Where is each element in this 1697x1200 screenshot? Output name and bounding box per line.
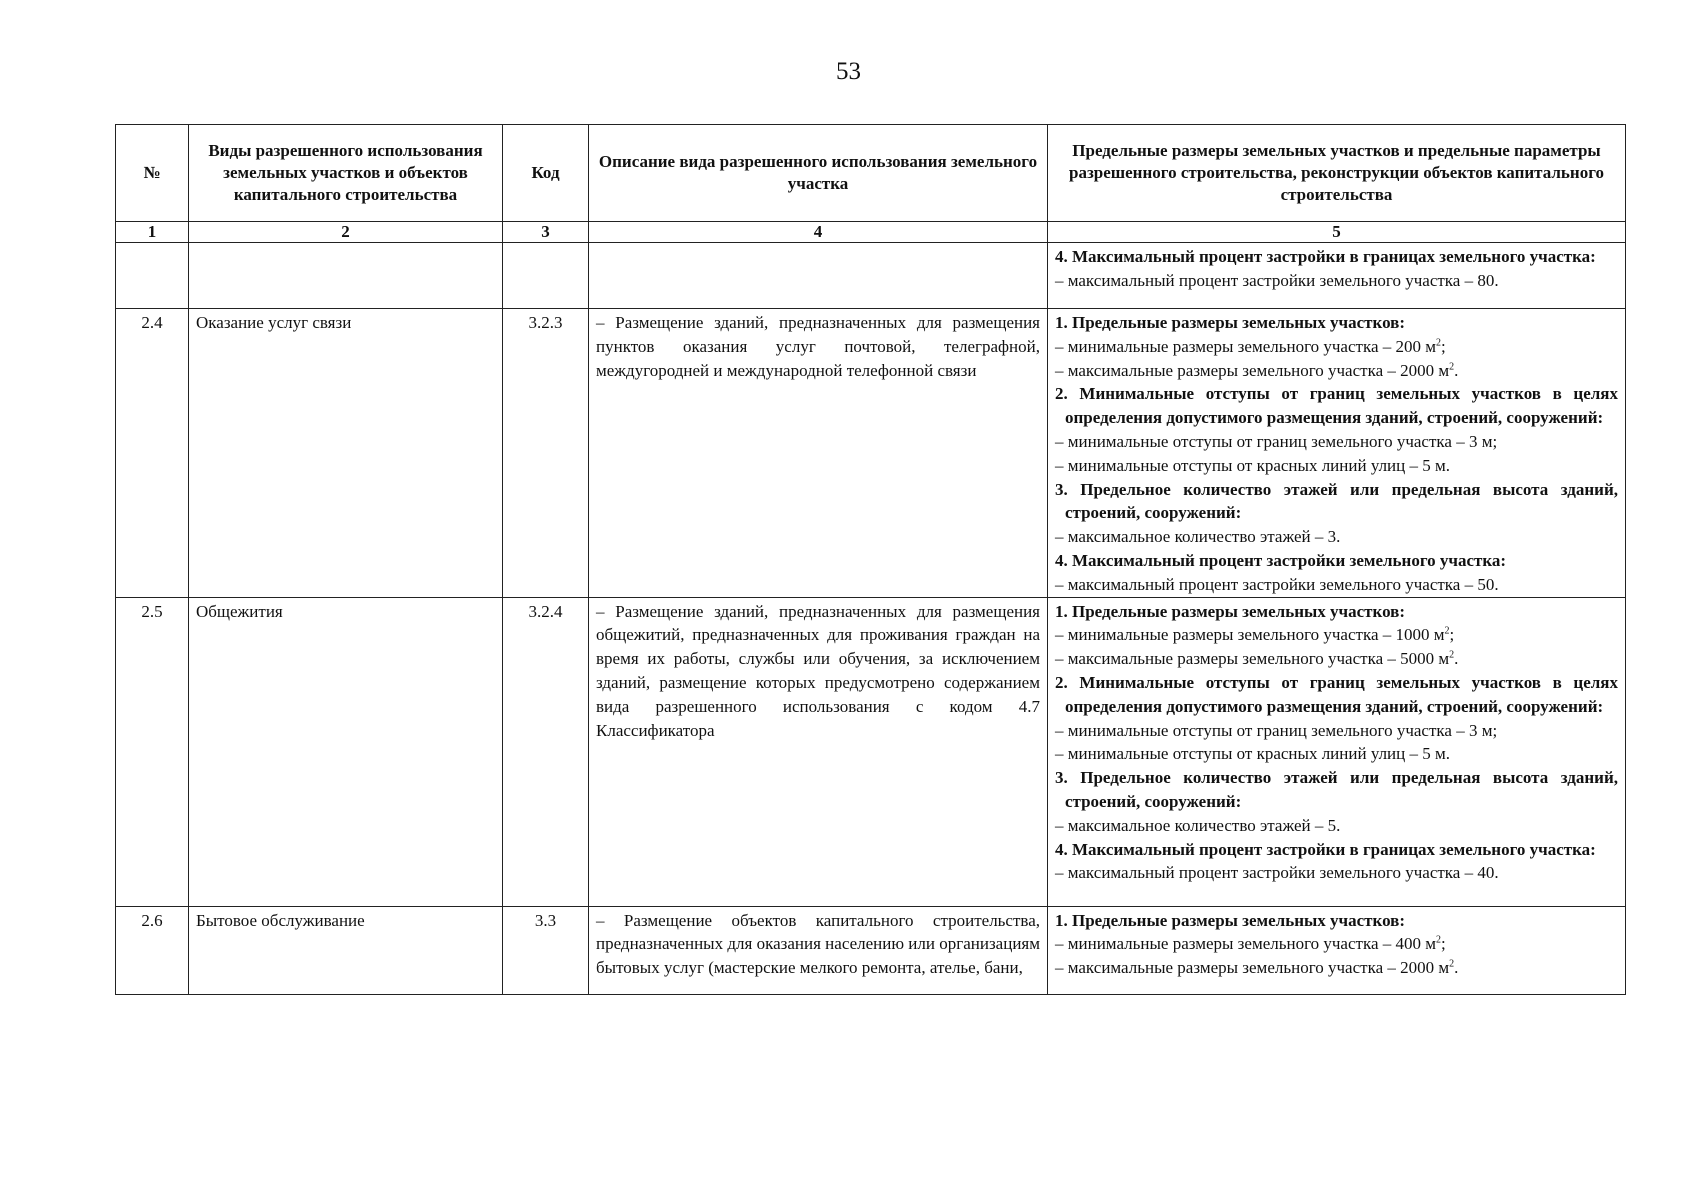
parameter-text: – максимальный процент застройки земельного участка – 50. bbox=[1055, 574, 1499, 594]
header-parameters: Предельные размеры земельных участков и предельные параметры разрешенного строительства, реконструкции объектов капитального строительства bbox=[1048, 125, 1626, 222]
table-header-row bbox=[116, 125, 1626, 222]
row-description: – Размещение зданий, предназначенных для размещения общежитий, предназначенных для проживания граждан на время их работы, службы или обучения, за исключением зданий, размещение которых предусмотрено содержанием вида разрешенного использования с кодом 4.7 Классификатора bbox=[589, 597, 1048, 906]
parameter-text: – максимальный процент застройки земельного участка – 80. bbox=[1055, 270, 1499, 290]
table-row bbox=[116, 597, 1626, 906]
unit-superscript: 2 bbox=[1436, 934, 1442, 946]
unit-superscript: 2 bbox=[1444, 625, 1450, 637]
parameter-text: 3. Предельное количество этажей или предельная высота зданий, строений, сооружений: bbox=[1055, 768, 1618, 811]
parameter-text: 4. Максимальный процент застройки земельного участка: bbox=[1055, 550, 1507, 570]
parameter-item bbox=[1055, 742, 1618, 766]
page-number: 53 bbox=[836, 58, 861, 85]
parameter-text: – минимальные отступы от границ земельного участка – 3 м; bbox=[1055, 431, 1498, 451]
row-parameters bbox=[1048, 243, 1626, 309]
parameter-item bbox=[1055, 430, 1618, 454]
row-use-type: Оказание услуг связи bbox=[189, 309, 503, 598]
column-number: 2 bbox=[189, 222, 503, 243]
row-number: 2.4 bbox=[116, 309, 189, 598]
table-row bbox=[116, 309, 1626, 598]
parameter-item bbox=[1055, 623, 1618, 647]
parameter-heading bbox=[1055, 311, 1618, 335]
parameter-heading bbox=[1055, 766, 1618, 814]
parameter-text: – максимальные размеры земельного участка – 2000 м bbox=[1055, 958, 1450, 978]
parameter-text: – минимальные отступы от красных линий улиц – 5 м. bbox=[1055, 455, 1451, 475]
parameter-item bbox=[1055, 454, 1618, 478]
column-number: 3 bbox=[503, 222, 589, 243]
table-row bbox=[116, 243, 1626, 309]
parameter-heading bbox=[1055, 909, 1618, 933]
row-number: 2.5 bbox=[116, 597, 189, 906]
row-parameters bbox=[1048, 309, 1626, 598]
header-use-type: Виды разрешенного использования земельных участков и объектов капитального строительства bbox=[189, 125, 503, 222]
parameter-text: 4. Максимальный процент застройки в границах земельного участка: bbox=[1055, 247, 1596, 266]
table-body bbox=[116, 243, 1626, 995]
header-description: Описание вида разрешенного использования земельного участка bbox=[589, 125, 1048, 222]
parameter-text: 2. Минимальные отступы от границ земельных участков в целях определения допустимого размещения зданий, строений, сооружений: bbox=[1055, 672, 1618, 716]
header-number: № bbox=[116, 125, 189, 222]
parameter-item bbox=[1055, 335, 1618, 359]
parameter-heading bbox=[1055, 549, 1618, 573]
row-number: 2.6 bbox=[116, 906, 189, 994]
parameter-text: – минимальные размеры земельного участка – 200 м bbox=[1055, 336, 1437, 356]
row-number bbox=[116, 243, 189, 309]
column-number: 1 bbox=[116, 222, 189, 243]
parameter-text: – максимальное количество этажей – 5. bbox=[1055, 815, 1341, 835]
header-code: Код bbox=[503, 125, 589, 222]
row-code: 3.3 bbox=[503, 906, 589, 994]
parameter-heading bbox=[1055, 382, 1618, 430]
parameter-text: 2. Минимальные отступы от границ земельных участков в целях определения допустимого размещения зданий, строений, сооружений: bbox=[1055, 384, 1618, 428]
parameter-tail: . bbox=[1454, 958, 1459, 978]
parameter-tail: . bbox=[1454, 649, 1459, 669]
row-description: – Размещение объектов капитального строительства, предназначенных для оказания населению или организациям бытовых услуг (мастерские мелкого ремонта, ателье, бани, bbox=[589, 906, 1048, 994]
row-description bbox=[589, 243, 1048, 309]
row-parameters bbox=[1048, 597, 1626, 906]
parameter-tail: ; bbox=[1449, 625, 1455, 645]
parameter-heading bbox=[1055, 245, 1618, 269]
parameter-text: 1. Предельные размеры земельных участков: bbox=[1055, 313, 1406, 332]
row-code: 3.2.4 bbox=[503, 597, 589, 906]
parameter-item bbox=[1055, 573, 1618, 597]
parameter-item bbox=[1055, 932, 1618, 956]
parameter-tail: ; bbox=[1441, 934, 1446, 954]
unit-superscript: 2 bbox=[1449, 649, 1455, 661]
parameter-text: – максимальные размеры земельного участка – 2000 м bbox=[1055, 360, 1450, 380]
parameter-item bbox=[1055, 861, 1618, 885]
parameter-item bbox=[1055, 269, 1618, 293]
unit-superscript: 2 bbox=[1449, 360, 1455, 372]
unit-superscript: 2 bbox=[1436, 337, 1442, 349]
table-row bbox=[116, 906, 1626, 994]
parameter-text: – максимальное количество этажей – 3. bbox=[1055, 527, 1341, 547]
row-use-type: Общежития bbox=[189, 597, 503, 906]
parameter-text: 4. Максимальный процент застройки в границах земельного участка: bbox=[1055, 839, 1596, 859]
parameter-heading bbox=[1055, 838, 1618, 862]
parameter-tail: . bbox=[1454, 360, 1459, 380]
parameter-text: 3. Предельное количество этажей или предельная высота зданий, строений, сооружений: bbox=[1055, 479, 1618, 523]
parameter-item bbox=[1055, 814, 1618, 838]
parameter-text: – максимальные размеры земельного участка – 5000 м bbox=[1055, 649, 1450, 669]
parameter-text: – минимальные отступы от красных линий улиц – 5 м. bbox=[1055, 744, 1451, 764]
parameter-heading bbox=[1055, 478, 1618, 526]
parameter-tail: ; bbox=[1441, 336, 1446, 356]
parameter-text: 1. Предельные размеры земельных участков: bbox=[1055, 910, 1406, 930]
column-number: 4 bbox=[589, 222, 1048, 243]
row-use-type bbox=[189, 243, 503, 309]
row-use-type: Бытовое обслуживание bbox=[189, 906, 503, 994]
parameter-text: – минимальные размеры земельного участка – 1000 м bbox=[1055, 625, 1445, 645]
parameter-text: – максимальный процент застройки земельного участка – 40. bbox=[1055, 863, 1499, 883]
column-number: 5 bbox=[1048, 222, 1626, 243]
parameter-item bbox=[1055, 647, 1618, 671]
parameter-item bbox=[1055, 719, 1618, 743]
parameter-item bbox=[1055, 956, 1618, 980]
parameter-text: 1. Предельные размеры земельных участков: bbox=[1055, 601, 1406, 621]
row-description: – Размещение зданий, предназначенных для размещения пунктов оказания услуг почтовой, телеграфной, междугородней и международной телефонной связи bbox=[589, 309, 1048, 598]
parameter-text: – минимальные отступы от границ земельного участка – 3 м; bbox=[1055, 720, 1498, 740]
unit-superscript: 2 bbox=[1449, 958, 1455, 970]
parameter-text: – минимальные размеры земельного участка – 400 м bbox=[1055, 934, 1437, 954]
land-use-table bbox=[115, 124, 1626, 995]
parameter-heading bbox=[1055, 600, 1618, 624]
row-parameters bbox=[1048, 906, 1626, 994]
row-code bbox=[503, 243, 589, 309]
row-code: 3.2.3 bbox=[503, 309, 589, 598]
column-numbers-row bbox=[116, 222, 1626, 243]
parameter-item bbox=[1055, 359, 1618, 383]
parameter-item bbox=[1055, 525, 1618, 549]
parameter-heading bbox=[1055, 671, 1618, 719]
